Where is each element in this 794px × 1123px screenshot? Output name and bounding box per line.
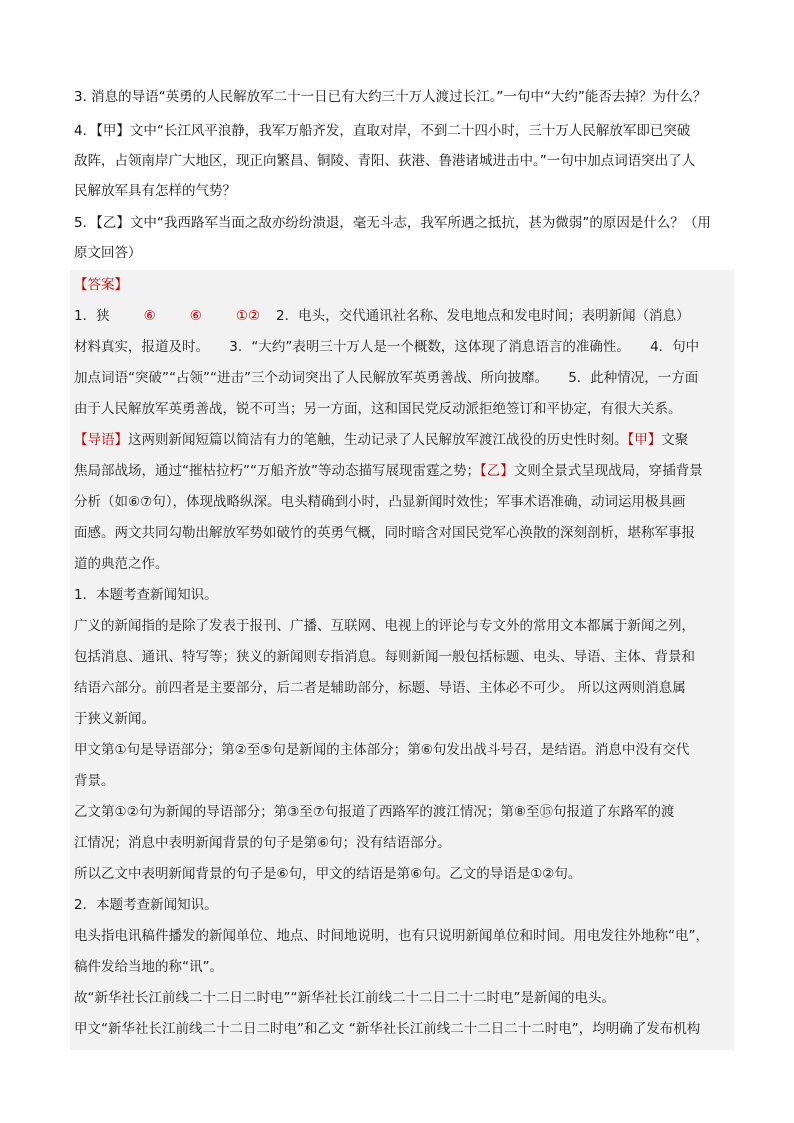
section-2-line: 电头指电讯稿件播发的新闻单位、地点、时间地说明，也有只说明新闻单位和时间。用电发往外地称“电”， (74, 928, 709, 944)
section-1-line: 江情况；消息中表明新闻背景的句子是第⑥句；没有结语部分。 (74, 835, 451, 851)
section-1-line: 于狭义新闻。 (74, 711, 155, 727)
guide-line-1: 【导语】这两则新闻短篇以简洁有力的笔触，生动记录了人民解放军渡江战役的历史性时刻。【甲】文聚 (74, 432, 689, 448)
guide-line-3: 分析（如⑥⑦句），体现战略纵深。电头精确到小时，凸显新闻时效性；军事术语准确，动词运用极具画 (74, 494, 686, 510)
guide-line-2: 焦局部战场，通过“摧枯拉朽”“万船齐放”等动态描写展现雷霆之势；【乙】文则全景式呈现战局，穿插背景 (74, 463, 703, 479)
question-4-line3: 民解放军具有怎样的气势？ (74, 183, 236, 199)
section-2-line: 稿件发给当地的称“讯”。 (74, 959, 223, 975)
section-1-line: 背景。 (74, 773, 115, 789)
section-1-line: 结语六部分。前四者是主要部分，后二者是辅助部分，标题、导语、主体必不可少。 所以这两则消息属 (74, 680, 686, 696)
section-1-line: 甲文第①句是导语部分；第②至⑤句是新闻的主体部分；第⑥句发出战斗号召，是结语。消息中没有交代 (74, 742, 690, 758)
answer-line-1: 1．狭 ⑥ ⑥ ①② 2．电头，交代通讯社名称、发电地点和发电时间；表明新闻（消息） (74, 308, 690, 324)
section-1-title: 1．本题考查新闻知识。 (74, 587, 218, 603)
section-2-title: 2．本题考查新闻知识。 (74, 897, 218, 913)
answer-line-3: 加点词语“突破”“占领”“进击”三个动词突出了人民解放军英勇善战、所向披靡。 5．此种情况，一方面 (74, 370, 699, 386)
question-4-line1: 4．【甲】文中“长江风平浪静，我军万船齐发，直取对岸，不到二十四小时，三十万人民解放军即已突破 (74, 123, 691, 139)
question-5-line2: 原文回答） (74, 245, 142, 261)
question-4-line2: 敌阵，占领南岸广大地区，现正向繁昌、铜陵、青阳、荻港、鲁港诸城进击中。”一句中加点词语突出了人 (74, 153, 696, 169)
question-3: 3. 消息的导语“英勇的人民解放军二十一日已有大约三十万人渡过长江。”一句中“大约”能否去掉？为什么？ (74, 89, 707, 105)
guide-line-4: 面感。两文共同勾勒出解放军势如破竹的英勇气概，同时暗含对国民党军心涣散的深刻剖析，堪称军事报 (74, 525, 695, 541)
section-1-line: 包括消息、通讯、特写等；狭义的新闻则专指消息。每则新闻一般包括标题、电头、导语、主体、背景和 (74, 649, 695, 665)
guide-line-5: 道的典范之作。 (74, 556, 169, 572)
section-1-line: 乙文第①②句为新闻的导语部分；第③至⑦句报道了西路军的渡江情况；第⑧至⑮句报道了东路军的渡 (74, 804, 675, 820)
section-1-line: 广义的新闻指的是除了发表于报刊、广播、互联网、电视上的评论与专文外的常用文本都属于新闻之列， (74, 618, 695, 634)
section-2-line: 甲文“新华社长江前线二十二日二时电”和乙文 “新华社长江前线二十二日二十二时电”，均明确了发布机构 (74, 1021, 701, 1037)
answer-line-4: 由于人民解放军英勇善战，锐不可当；另一方面，这和国民党反动派拒绝签订和平协定，有很大关系。 (74, 401, 682, 417)
section-1-line: 所以乙文中表明新闻背景的句子是⑥句，甲文的结语是第⑥句。乙文的导语是①②句。 (74, 866, 582, 882)
answer-section (70, 270, 734, 1050)
answer-label: 【答案】 (74, 277, 128, 293)
answer-line-2: 材料真实，报道及时。 3．“大约”表明三十万人是一个概数，这体现了消息语言的准确性。 4．句中 (74, 339, 700, 355)
question-5-line1: 5．【乙】文中“我西路军当面之敌亦纷纷溃退，毫无斗志，我军所遇之抵抗，甚为微弱”的原因是什么？（用 (74, 215, 711, 231)
section-2-line: 故“新华社长江前线二十二日二时电”“新华社长江前线二十二日二十二时电”是新闻的电头。 (74, 990, 615, 1006)
